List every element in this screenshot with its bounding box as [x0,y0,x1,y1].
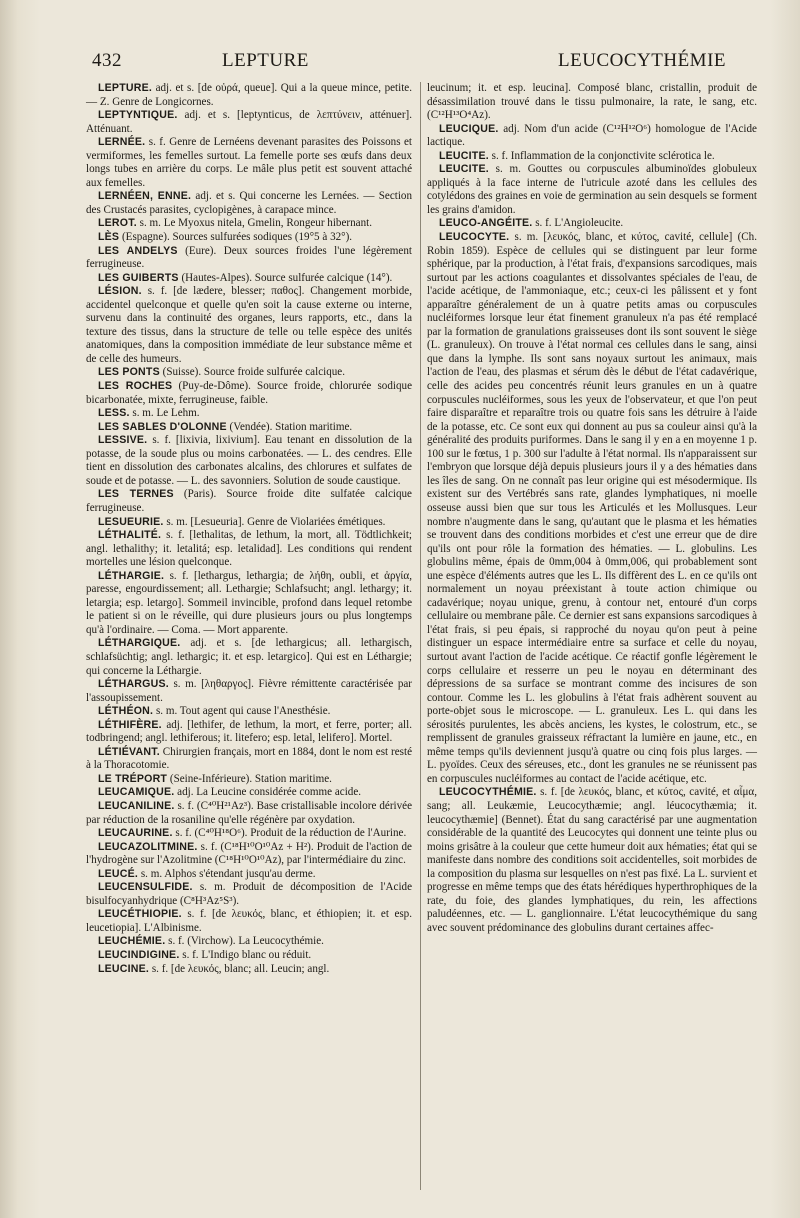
entry-headword: LÉTHIFÈRE. [98,718,162,731]
entry-headword: LEUCAURINE. [98,827,173,840]
entry-headword: LES TERNES [98,488,174,501]
entry-definition: s. f. [lixivia, lixivium]. Eau tenant en dissolution de la potasse, de la soude plus ou moins carbonatées. — L. des cendres. Elle tient en dissolution des carbonates alcalins, des chlorures et sulfates de soude et de potasse. — L. des savonniers. Solution de soude caustique. [86,434,412,487]
dictionary-entry [427,217,757,231]
dictionary-entry [86,868,412,882]
entry-definition: s. f. [de λευκός, blanc; all. Leucin; angl. [151,962,330,975]
dictionary-entry [86,231,412,245]
entry-definition: leucinum; it. et esp. leucina]. Composé blanc, cristallin, produit de désassimilation trouvé dans le tissu pulmonaire, la rate, le sang, etc. (C¹²H¹³O⁴Az). [427,82,757,122]
entry-definition: adj. Nom d'un acide (C¹²H¹²O⁶) homologue de l'Acide lactique. [427,122,757,149]
entry-definition: (Suisse). Source froide sulfurée calcique. [162,366,345,379]
running-head [92,50,780,72]
entry-headword: LEUCINE. [98,962,150,975]
entry-headword: LEUCIQUE. [439,122,499,135]
dictionary-entry [86,800,412,827]
entry-definition: s. f. Genre de Lernéens devenant parasites des Poissons et vermiformes, les femelles surtout. La femelle porte ses œufs dans deux longs tubes en arrière du corps. Le mâle plus petit est souvent attaché aux femelles. [86,136,412,189]
entry-definition: s. f. [de λευκός, blanc, et éthiopien; it. et esp. leucetiopia]. L'Albinisme. [86,908,413,934]
column-divider [420,82,421,1190]
dictionary-entry [86,109,412,136]
left-column [86,82,412,976]
entry-headword: LÉTHARGUS. [98,678,169,691]
entry-headword: LÉTHARGIE. [98,569,165,582]
entry-definition: s. f. [de lædere, blesser; παθος]. Changement morbide, accidentel quelconque et quelle qu'en soit la cause externe ou interne, survenu dans la continuité des organes, leurs rapports, etc., dans la texture des tissus, dans la structure de telle ou telle espèce des unités anatomiques, dans la composition immédiate de leur substance même et de celle des humeurs. [86,285,412,365]
entry-headword: LEUCINDIGINE. [98,949,180,961]
entry-headword: LES GUIBERTS [98,271,179,284]
entry-definition: s. m. Le Lehm. [132,407,200,420]
right-column [427,82,757,935]
entry-definition: (Paris). Source froide dite sulfatée calcique ferrugineuse. [86,488,412,514]
dictionary-entry [427,786,757,935]
entry-headword: LES ANDELYS [98,244,178,257]
entry-headword: LESUEURIE. [98,515,164,528]
entry-headword: LÉSION. [98,285,142,298]
dictionary-entry [427,231,757,786]
entry-headword: LEUCÉTHIOPIE. [98,908,182,921]
dictionary-entry [427,123,757,150]
entry-headword: LERNÉEN, ENNE. [98,190,192,203]
entry-definition: (Seine-Inférieure). Station maritime. [169,772,332,785]
entry-headword: LEUCOCYTHÉMIE. [439,786,537,799]
entry-definition: s. m. [ληθαργος]. Fièvre rémittente caractérisée par l'assoupissement. [86,678,412,704]
entry-headword: LÉTIÉVANT. [98,745,160,758]
entry-definition: s. f. L'Indigo blanc ou réduit. [182,949,312,961]
entry-definition: s. f. (C⁴⁰H²¹Az³). Base cristallisable incolore dérivée par réduction de la rosaniline qu'elle régénère par oxydation. [86,799,412,826]
dictionary-entry [86,285,412,366]
entry-definition: s. f. [de λευκός, blanc, et κύτος, cavité, et αἷμα, sang; all. Leukæmie, Leucocythæmie; angl. léucocythæmia; it. leucocythæmie] (Bennet). État du sang caractérisé par une augmentation considérable de la quantité des Leucocytes qui donnent une teinte plus ou moins grisâtre à la couleur que cette humeur doit aux hématies; état qui se manifeste dans nombre des conditions soit accidentelles, soit morbides de la composition du plasma sur lesquelles on n'est pas fixé. La L. survient et progresse en même temps que des états hérédiques hyperthrophiques de la rate, du foie, des glandes lymphatiques, du rein, les affections paludéennes, etc. — L. ganglionnaire. L'état leucocythémique du sang avec souvent prédominance des globulins durant certaines affec- [427,786,757,934]
left-running-title: LEPTURE [222,50,309,71]
entry-headword: LEUCAMIQUE. [98,786,175,799]
dictionary-entry [86,908,412,935]
entry-headword: LEUCITE. [439,163,489,176]
entry-definition: s. m. [Lesueuria]. Genre de Violariées émétiques. [166,515,386,528]
dictionary-entry [86,82,412,109]
dictionary-entry [86,773,412,787]
entry-definition: adj. et s. Qui concerne les Lernées. — Section des Crustacés parasites, cyclopigènes, à carapace mince. [86,190,412,216]
entry-definition: s. f. (C¹⁸H¹⁰O¹⁰Az + H²). Produit de l'action de l'hydrogène sur l'Azolitmine (C¹⁸H¹⁰O¹⁰Az), par l'intermédiaire du zinc. [86,840,412,867]
entry-definition: Chirurgien français, mort en 1884, dont le nom est resté à la Thoracotomie. [86,745,412,772]
entry-definition: (Eure). Deux sources froides l'une légèrement ferrugineuse. [86,244,412,271]
dictionary-entry [86,637,412,678]
right-running-title: LEUCOCYTHÉMIE [558,50,726,71]
dictionary-entry [86,529,412,570]
dictionary-entry [86,516,412,530]
entry-headword: LEROT. [98,217,137,230]
entry-headword: LEUCÉ. [98,867,139,880]
dictionary-entry [86,245,412,272]
entry-definition: s. f. [lethargus, lethargia; de λήθη, oubli, et ἀργία, paresse, engourdissement; all. Lethargie; Schlafsucht; angl. lethargy; it. letargia; esp. letargo]. Sommeil invincible, profond dans lequel retombe le patient si on le réveille, qui dure plusieurs jours ou plus longtemps qu'à l'ordinaire. — Coma. — Mort apparente. [86,569,413,636]
entry-headword: LES SABLES D'OLONNE [98,420,227,433]
entry-definition: s. f. [lethalitas, de lethum, la mort, all. Tödtlichkeit; angl. lethalithy; it. letalitá; esp. letalidad]. Les conditions qui rendent mortelles une lésion quelconque. [86,529,412,569]
entry-definition: adj. La Leucine considérée comme acide. [177,786,362,799]
entry-headword: LEUCOCYTE. [439,231,510,244]
entry-headword: LES ROCHES [98,380,173,393]
entry-headword: LEPTURE. [98,82,152,94]
entry-headword: LESSIVE. [98,434,148,447]
dictionary-entry [86,746,412,773]
entry-headword: LE TRÉPORT [98,772,168,785]
dictionary-entry [86,705,412,719]
entry-headword: LEUCHÉMIE. [98,935,166,948]
dictionary-entry [427,150,757,164]
dictionary-entry [427,82,757,123]
entry-headword: LEUCAZOLITMINE. [98,840,198,853]
dictionary-entry [86,719,412,746]
entry-definition: (Vendée). Station maritime. [229,420,353,433]
entry-headword: LERNÉE. [98,136,146,149]
dictionary-entry [86,841,412,868]
dictionary-entry [86,963,412,977]
entry-headword: LEUCITE. [439,149,489,162]
dictionary-entry [86,678,412,705]
entry-definition: (Espagne). Sources sulfurées sodiques (19°5 à 32°). [121,231,353,244]
entry-definition: adj. et s. [de lethargicus; all. lethargisch, schlafsüchtig; angl. lethargic; it. et esp. letargico]. Qui est en Léthargie; qui concerne la Léthargie. [86,637,412,677]
entry-headword: LES PONTS [98,366,160,379]
entry-headword: LEUCANILINE. [98,799,175,812]
entry-headword: LEUCO-ANGÉITE. [439,217,533,230]
entry-headword: LÉTHÉON. [98,705,154,718]
dictionary-entry [86,935,412,949]
entry-definition: adj. et s. [de οὐρά, queue]. Qui a la queue mince, petite. — Z. Genre de Longicornes. [86,82,412,108]
entry-definition: s. m. Alphos s'étendant jusqu'au derme. [140,867,316,880]
entry-definition: adj. [lethifer, de lethum, la mort, et ferre, porter; all. todbringend; angl. lethiferous; it. litefero; esp. letal, lelifero]. Mortel. [86,718,412,745]
dictionary-entry [86,827,412,841]
entry-definition: s. f. Inflammation de la conjonctivite sclérotica le. [491,149,715,162]
dictionary-entry [86,434,412,488]
dictionary-entry [86,570,412,638]
entry-definition: s. f. L'Angioleucite. [535,217,624,230]
dictionary-entry [86,881,412,908]
entry-definition: (Puy-de-Dôme). Source froide, chlorurée sodique bicarbonatée, mixte, ferrugineuse, faible. [86,380,412,406]
entry-definition: s. m. Gouttes ou corpuscules albuminoïdes globuleux appliqués à la face interne de l'utricule azoté dans les cellules des cotylédons des graines en voie de germination au sein desquels se forment les grains d'amidon. [427,163,757,216]
entry-definition: s. m. Produit de décomposition de l'Acide bisulfocyanhydrique (C⁸H³Az⁵S³). [86,881,412,907]
entry-definition: s. m. [λευκός, blanc, et κύτος, cavité, cellule] (Ch. Robin 1859). Espèce de cellules qui se distinguent par leur forme sphérique, par la production, à l'état frais, d'expansions sarcodiques, mais surtout par les actions coagulantes et dissolvantes spéciales de l'eau, de l'acide acétique, de l'ammoniaque, etc.; ceux-ci les pâlissent et y font apparaître généralement de un à quatre petits amas ou corpuscules nucléiformes lorsque leur état finement granuleux n'a pas été remplacé par la formation de granulations graisseuses dont ils sont souvent le siège (L. granuleux). On trouve à l'état normal ces cellules dans le sang, ainsi que dans la lymphe. Ils sont sans noyaux surtout les animaux, mais l'action de l'eau, des plasmas et sérum dès le début de l'état cadavérique, celle des acides peu concentrés réunit leurs granules en un à quatre corpuscules nucléiformes, sous les yeux de l'observateur, et que l'on peut faire disparaître et reparaître trois ou quatre fois sans les détruire à l'aide de la potasse, etc. Ce sont eux qui donnent au pus sa couleur ainsi qu'à la généralité des produits puriformes. Dans le sang il y en a en moyenne 1 p. 100 sur le fœtus, 1 p. 300 sur l'adulte à l'état normal. Ils n'apparaissent sur l'embryon que lorsque déjà depuis plusieurs jours il y a des hématies dans les îles de sang. On ne connaît pas leur origine qui est mésodermique. Ils existent sur des Vertébrés sans rate, glandes lymphatiques, ni moelle osseuse aussi bien que sur tous les Articulés et les Mollusques. Leur nombre n'augmente dans le sang, qu'autant que le plasma et les hématies se trouvent dans des conditions morbides et c'est une erreur que de dire qu'ils ont pour rôle la formation des hématies. — L. globulins. Les globulins même, épais de 0mm,004 à 0mm,006, qui probablement sont une espèce d'éléments autres que les L. Ils diffèrent des L. en ce qu'ils ont normalement un noyau préexistant à toute action chimique ou cadavérique; noyau unique, grenu, à contour net, entouré d'un corps cellulaire ou membrane pâle. Ce dernier est sans expansions sarcodiques à l'état frais, si peu épais, si rapproché du noyau qu'on peut à peine distinguer un espace intermédiaire entre sa surface et celle du noyau, surtout avant l'action de l'acide acétique. Ce réactif gonfle légèrement le corps cellulaire et resserre un peu le noyau en déterminant des dépressions de sa surface se montrant comme des incisures de son contour. Comme les L. les globulins à l'état frais adhèrent souvent au porte-objet sous le microscope. — L. granuleux. Les L. qui dans les sérosités purulentes, les abcès anciens, les kystes, le colostrum, etc., se remplissent de granules graisseux réfractant la lumière en jaune, etc., en même temps qu'ils deviennent jusqu'à quatre ou cinq fois plus larges. — L. pyoïdes. Ceux des séreuses, etc., dont les granules ne se réunissent pas en corpuscules nucléiformes au contact de l'acide acétique, etc. [427,231,757,785]
entry-definition: (Hautes-Alpes). Source sulfurée calcique (14°). [181,271,393,284]
entry-definition: s. m. Tout agent qui cause l'Anesthésie. [155,705,331,718]
dictionary-entry [86,272,412,286]
dictionary-entry [86,366,412,380]
dictionary-entry [86,786,412,800]
entry-headword: LESS. [98,407,130,420]
dictionary-entry [86,488,412,515]
dictionary-entry [86,136,412,190]
entry-headword: LÉTHARGIQUE. [98,637,181,650]
entry-headword: LEPTYNTIQUE. [98,109,178,122]
dictionary-entry [86,421,412,435]
entry-definition: s. m. Le Myoxus nitela, Gmelin, Rongeur hibernant. [139,217,372,230]
entry-headword: LEUCENSULFIDE. [98,881,193,894]
entry-definition: adj. et s. [leptynticus, de λεπτύνειν, atténuer]. Atténuant. [86,109,412,135]
entry-definition: s. f. (Virchow). La Leucocythémie. [168,935,324,948]
entry-headword: LÉTHALITÉ. [98,529,162,542]
dictionary-entry [86,949,412,963]
entry-definition: s. f. (C⁴⁰H¹⁸O⁶). Produit de la réduction de l'Aurine. [175,827,407,840]
page-number: 432 [92,50,122,71]
dictionary-entry [86,407,412,421]
dictionary-entry [86,380,412,407]
dictionary-entry [86,217,412,231]
entry-headword: LÈS [98,231,120,244]
dictionary-entry [86,190,412,217]
dictionary-entry [427,163,757,217]
